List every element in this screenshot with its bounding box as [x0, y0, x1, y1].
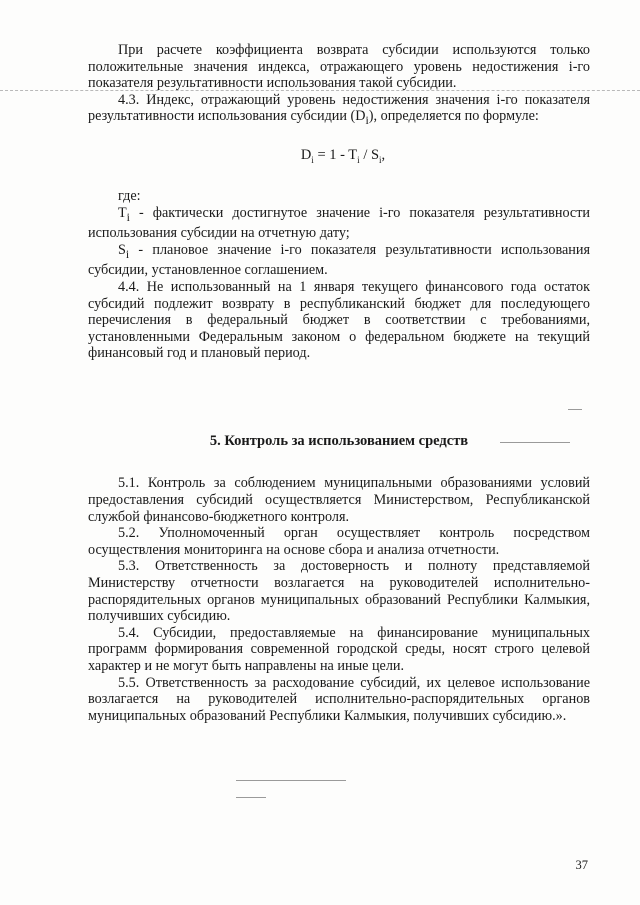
- formula-mid: = 1 - T: [313, 146, 358, 163]
- formula-mid-sub: i: [357, 154, 360, 165]
- paragraph-4-3-text: 4.3. Индекс, отражающий уровень недостижения значения i-го показателя результативности использования субсидии (D: [88, 91, 590, 125]
- paragraph-5-3: 5.3. Ответственность за достоверность и полноту представляемой Министерству отчетности возлагается на руководителей исполнительно-распорядительных органов муниципальных образований Республики Калмыкия, получивших субсидию.: [88, 558, 590, 625]
- section-title: 5. Контроль за использованием средств: [209, 432, 469, 449]
- formula-lhs-sub: i: [311, 154, 314, 165]
- paragraph-5-1: 5.1. Контроль за соблюдением муниципальными образованиями условий предоставления субсидий осуществляется Министерством, Республиканской службой финансово-бюджетного контроля.: [88, 475, 590, 525]
- definition-s: [88, 242, 590, 279]
- definition-s-text: - плановое значение i-го показателя результативности использования субсидии, установленное соглашением.: [88, 241, 590, 279]
- definition-t-sub: i: [126, 209, 130, 224]
- scan-speck: [236, 780, 346, 781]
- definition-s-symbol: S: [118, 241, 126, 258]
- paragraph-5-2: 5.2. Уполномоченный орган осуществляет контроль посредством осуществления мониторинга на основе сбора и анализа отчетности.: [88, 525, 590, 558]
- document-page: [88, 42, 590, 724]
- definition-s-sub: i: [125, 246, 130, 261]
- definition-t-text: - фактически достигнутое значение i-го показателя результативности использования субсидии на отчетную дату;: [88, 204, 590, 242]
- scan-speck: [236, 797, 266, 798]
- formula: [96, 147, 590, 168]
- formula-tail: / S: [359, 146, 380, 163]
- paragraph-4-3: [88, 92, 590, 129]
- definition-t-symbol: T: [118, 204, 127, 221]
- formula-end: ,: [381, 146, 386, 163]
- paragraph-4-3-subscript: i: [365, 113, 369, 128]
- formula-tail-sub: i: [379, 154, 382, 165]
- paragraph-5-5: 5.5. Ответственность за расходование субсидий, их целевое использование возлагается на руководителей исполнительно-распорядительных органов муниципальных образований Республики Калмыкия, получивших субсидию.».: [88, 674, 590, 724]
- formula-lhs: D: [300, 146, 312, 163]
- paragraph-coefficient-note: При расчете коэффициента возврата субсидии используются только положительные значения индекса, отражающего уровень недостижения i-го показателя результативности использования такой субсидии.: [88, 42, 590, 92]
- where-label: где:: [118, 188, 141, 205]
- paragraph-5-4: 5.4. Субсидии, предоставляемые на финансирование муниципальных программ формирования современной городской среды, носят строго целевой характер и не могут быть направлены на иные цели.: [88, 624, 590, 674]
- page-number: 37: [575, 858, 588, 872]
- definition-t: [88, 205, 590, 242]
- paragraph-4-4: 4.4. Не использованный на 1 января текущего финансового года остаток субсидий подлежит возврату в республиканский бюджет для последующего перечисления в федеральный бюджет в соответствии с требованиями, установленными Федеральным законом о федеральном бюджете на текущий финансовый год и плановый период.: [88, 278, 590, 362]
- paragraph-4-3-tail: ), определяется по формуле:: [368, 108, 539, 125]
